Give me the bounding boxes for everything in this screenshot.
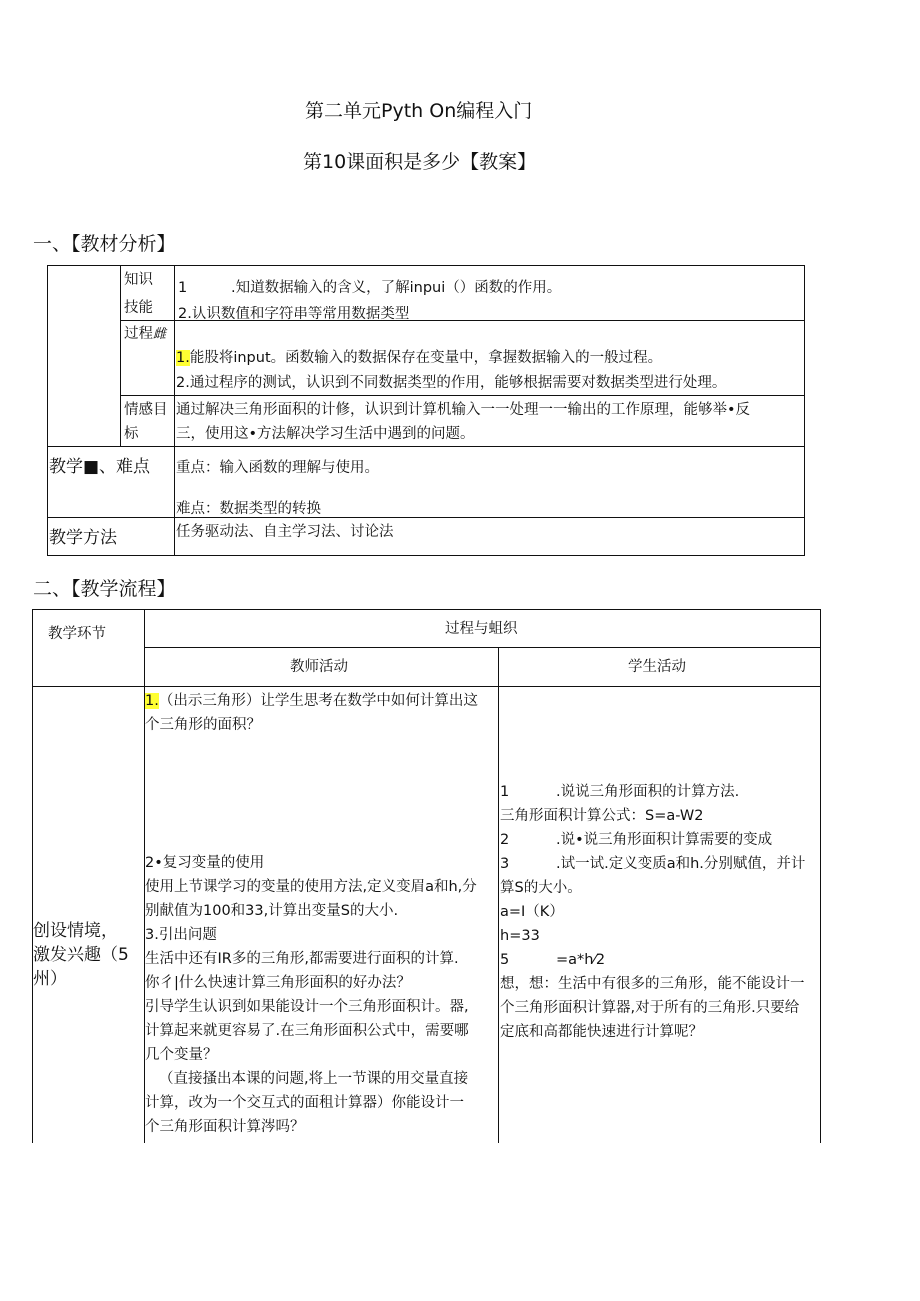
teacher-line: 2•复习变量的使用 [145,855,265,871]
knowledge-item2-text: 2.认识数值和字符串等常用数据类型 [178,306,410,320]
process-item1 [176,346,662,370]
process-item2-text: 2.通过程序的测试，认识到不同数据类型的作用，能够根据需要对数据类型进行处理。 [176,375,727,391]
emotion-text-line1: 通过解决三角形面积的计修，认识到计算机输入一一处理一一输出的工作原理，能够举•反 [176,402,751,418]
teacher-item1-line2: 个三角形的面积？ [145,717,261,733]
teacher-line: 别献值为100和33,计算出变量S的大小. [145,903,399,919]
key-points-label: 教学■、难点 [49,457,151,477]
stage-label-line3: 州） [33,969,67,989]
teacher-item1-number: 1. [145,693,159,709]
student-line [500,828,818,852]
method-label: 教学方法 [49,528,117,548]
teacher-line: 计算，改为一个交互式的面租计算器）你能设计一 [145,1095,464,1111]
process-label-text: 过程 [124,326,153,342]
student-line-number: 1 [500,784,510,800]
lesson-title: 第10课面积是多少【教案】 [303,151,537,173]
teacher-item1-line1 [145,689,478,713]
process-label [124,322,166,347]
student-line [500,780,818,804]
knowledge-label-line1: 知识 [124,272,153,288]
teacher-line: 个三角形面积计算涔吗？ [145,1119,305,1135]
student-line [500,804,818,828]
knowledge-item1-number: 1 [178,280,188,296]
knowledge-item1-text: .知道数据输入的含义，了解inpui（）函数的作用。 [231,280,562,296]
teacher-line: 生活中还有IR多的三角形,都需要进行面积的计算. [145,951,459,967]
teacher-activity-list [145,851,477,1139]
student-line [500,876,818,900]
unit-title: 第二单元Pyth On编程入门 [305,100,533,122]
student-line-text: 三角形面积计算公式：S=a-W2 [500,808,704,824]
header-teacher: 教师活动 [290,659,348,675]
teacher-line: 几个变量？ [145,1047,218,1063]
difficult-point-text: 难点：数据类型的转换 [176,501,321,517]
teacher-line: 引导学生认识到如果能设计一个三角形面积计。器, [145,999,469,1015]
student-line-text: =a*h⁄2 [556,952,606,968]
emotion-label-line2: 标 [124,426,139,442]
header-process: 过程与蛆织 [445,621,518,637]
student-line [500,972,818,996]
student-line [500,924,818,948]
student-line [500,996,818,1020]
student-line-text: .试一试.定义变质a和h.分别赋值，并计 [556,856,806,872]
emotion-text-line2: 三，使用这•方法解决学习生活中遇到的问题。 [176,426,475,442]
student-line-text: h=33 [500,928,540,944]
student-line-number: 3 [500,856,510,872]
process-item1-number: 1. [176,350,190,366]
stage-label-line1: 创设情境， [33,921,118,941]
student-line [500,900,818,924]
emotion-label-line1: 情感目 [124,402,168,418]
teacher-line: 3.引出问题 [145,927,217,943]
student-line-text: 个三角形面积计算器,对于所有的三角形.只要给 [500,1000,800,1016]
method-text: 任务驱动法、自主学习法、讨论法 [176,524,394,540]
student-line-text: a=I（K） [500,904,564,920]
student-line-number: 2 [500,832,510,848]
process-item1-text: 能股将input。函数输入的数据保存在变量中，拿握数据输入的一般过程。 [189,350,663,366]
knowledge-item2-clip [178,306,738,320]
section-1-heading: 一、【教材分析】 [33,233,176,255]
student-line-number: 5 [500,952,510,968]
student-line-text: 算S的大小。 [500,880,582,896]
process-label-suffix: 雌 [153,327,167,342]
header-student: 学生活动 [628,659,686,675]
student-line-text: .说•说三角形面积计算需要的变成 [556,832,773,848]
student-line [500,948,818,972]
stage-label-line2: 激发兴趣（5 [33,945,129,965]
teacher-line: 使用上节课学习的变量的使用方法,定义变眉a和h,分 [145,879,477,895]
student-line-text: 定底和高都能快速进行计算呢？ [500,1024,703,1040]
student-line-text: 想，想：生活中有很多的三角形，能不能设计一 [500,976,805,992]
teacher-line: 计算起来就更容易了.在三角形面积公式中，需要哪 [145,1023,469,1039]
knowledge-label-line2: 技能 [124,300,153,316]
teacher-item1-text: （出示三角形）让学生思考在数学中如何计算出这 [158,693,478,709]
teacher-line: 你彳|什么快速计算三角形面积的好办法？ [145,975,411,991]
student-line [500,852,818,876]
teacher-line: （直接搔出本课的问题,将上一节课的用交量直接 [159,1071,469,1087]
student-activity-list [500,780,818,1044]
key-point-text: 重点：输入函数的理解与使用。 [176,460,379,476]
student-line-text: .说说三角形面积的计算方法. [556,784,740,800]
header-stage: 教学环节 [48,626,106,642]
section-2-heading: 二、【教学流程】 [33,578,176,600]
student-line [500,1020,818,1044]
